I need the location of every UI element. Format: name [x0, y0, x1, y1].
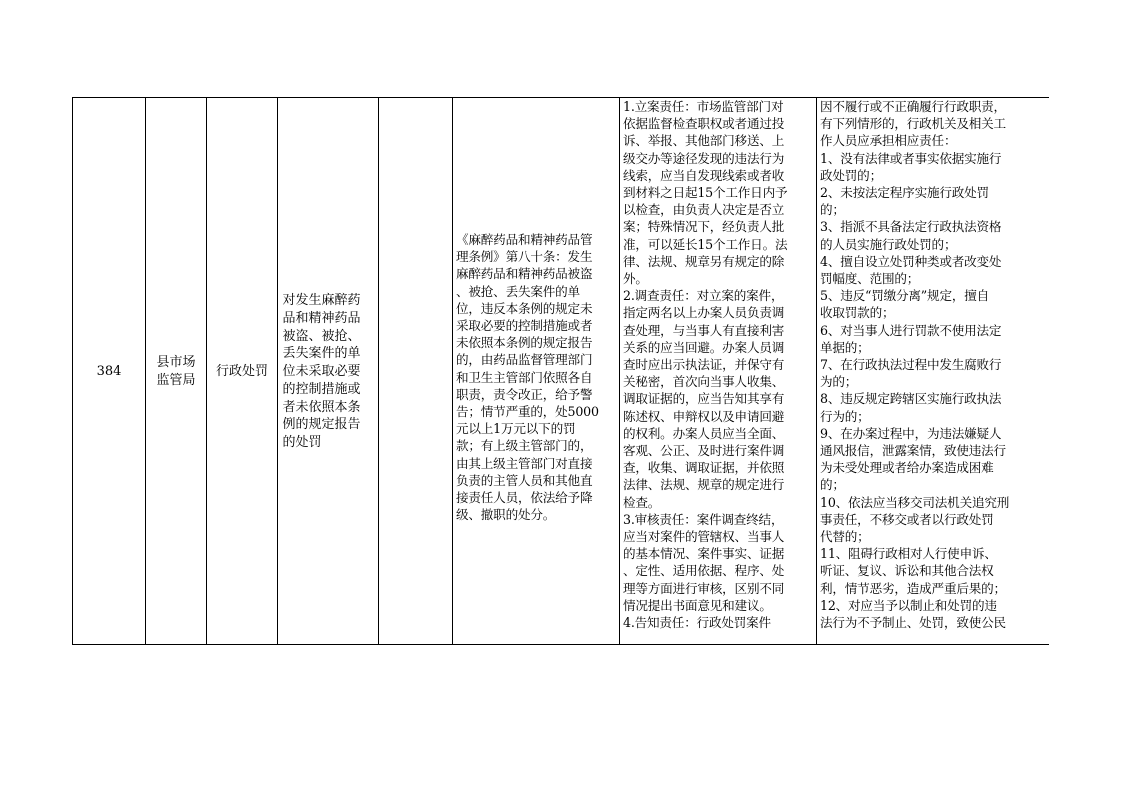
cell-row-number	[73, 98, 146, 645]
responsibility-line: 案；特殊情况下，经负责人批	[623, 219, 785, 235]
item-name-line: 被盗、被抢、	[282, 328, 361, 344]
accountability-line: 作人员应承担相应责任：	[820, 133, 957, 149]
legal-basis-text	[456, 231, 617, 523]
responsibility-line: 到材料之日起15个工作日内予	[623, 185, 788, 201]
item-name-line: 对发生麻醉药	[282, 292, 361, 308]
legal-basis-line: 未依照本条例的规定报告	[456, 335, 593, 351]
accountability-line: 听证、复议、诉讼和其他合法权	[820, 563, 994, 579]
responsibility-line: 情况提出书面意见和建议。	[623, 597, 772, 613]
legal-basis-line: 款；有上级主管部门的，	[456, 438, 593, 454]
accountability-line: 7、在行政执法过程中发生腐败行	[820, 357, 1002, 373]
accountability-line: 12、对应当予以制止和处罚的违	[820, 597, 997, 613]
responsibility-line: 诉、举报、其他部门移送、上	[623, 133, 785, 149]
accountability-line: 1、没有法律或者事实依据实施行	[820, 150, 1002, 166]
legal-basis-line: 职责，责令改正，给予警	[456, 386, 593, 402]
cell-category	[207, 98, 278, 645]
accountability-line: 为未受处理或者给办案造成困难	[820, 460, 994, 476]
legal-basis-line: 、被抢、丢失案件的单	[456, 283, 580, 299]
legal-basis-line: 的，由药品监督管理部门	[456, 352, 593, 368]
responsibility-line: 指定两名以上办案人员负责调	[623, 305, 785, 321]
accountability-line: 6、对当事人进行罚款不使用法定	[820, 322, 1002, 338]
responsibility-line: 关系的应当回避。办案人员调	[623, 339, 785, 355]
responsibility-line: 准，可以延长15个工作日。法	[623, 236, 788, 252]
responsibility-line: 检查。	[623, 494, 661, 510]
responsibility-line: 依据监督检查职权或者通过投	[623, 116, 785, 132]
responsibility-line: 线索，应当自发现线索或者收	[623, 167, 785, 183]
cell-legal-basis	[453, 98, 620, 645]
accountability-line: 行为的；	[820, 408, 870, 424]
responsibility-line: 理等方面进行审核，区别不同	[623, 580, 785, 596]
row-number-text: 384	[96, 364, 122, 380]
accountability-line: 利，情节恶劣，造成严重后果的；	[820, 580, 1006, 596]
responsibility-line: 应当对案件的管辖权、当事人	[623, 529, 785, 545]
legal-basis-line: 元以上1万元以下的罚	[456, 421, 576, 437]
legal-basis-line: 《麻醉药品和精神药品管	[456, 232, 593, 247]
accountability-line: 因不履行或不正确履行行政职责，	[820, 99, 1006, 114]
responsibility-line: 律、法规、规章另有规定的除	[623, 253, 785, 269]
accountability-line: 单据的；	[820, 339, 870, 355]
responsibility-line: 以检查，由负责人决定是否立	[623, 202, 785, 218]
accountability-line: 事责任，不移交或者以行政处罚	[820, 511, 994, 527]
accountability-line: 8、违反规定跨辖区实施行政执法	[820, 391, 1002, 407]
responsibility-line: 、定性、适用依据、程序、处	[623, 563, 785, 579]
accountability-line: 收取罚款的；	[820, 305, 895, 321]
cell-accountability	[817, 98, 1049, 645]
responsibility-line: 法律、法规、规章的规定进行	[623, 477, 785, 493]
accountability-line: 法行为不予制止、处罚，致使公民	[820, 615, 1006, 631]
accountability-line: 罚幅度、范围的；	[820, 271, 920, 287]
responsibility-line: 的基本情况、案件事实、证据	[623, 546, 785, 562]
cell-item-name	[278, 98, 379, 645]
responsibility-line: 外。	[623, 271, 648, 287]
responsibility-line: 4.告知责任：行政处罚案件	[623, 615, 771, 631]
category-text: 行政处罚	[215, 364, 268, 380]
accountability-line: 4、擅自设立处罚种类或者改变处	[820, 253, 1002, 269]
responsibility-line: 陈述权、申辩权以及申请回避	[623, 408, 785, 424]
accountability-line: 的；	[820, 477, 845, 493]
legal-basis-line: 和卫生主管部门依照各自	[456, 369, 593, 385]
legal-basis-line: 接责任人员，依法给予降	[456, 490, 593, 506]
legal-basis-line: 采取必要的控制措施或者	[456, 318, 593, 334]
accountability-line: 的；	[820, 202, 845, 218]
legal-basis-line: 理条例》第八十条：发生	[456, 249, 593, 265]
cell-department	[146, 98, 207, 645]
cell-sub-item	[379, 98, 453, 645]
accountability-text	[820, 98, 1047, 631]
accountability-line: 9、在办案过程中，为违法嫌疑人	[820, 425, 1002, 441]
responsibility-line: 查，收集、调取证据，并依照	[623, 460, 785, 476]
accountability-line: 为的；	[820, 374, 858, 390]
department-line: 监管局	[156, 373, 196, 388]
responsibility-line: 客观、公正、及时进行案件调	[623, 443, 785, 459]
accountability-line: 有下列情形的，行政机关及相关工	[820, 116, 1006, 132]
responsibility-line: 查处理，与当事人有直接利害	[623, 322, 785, 338]
item-name-line: 者未依照本条	[282, 399, 361, 415]
legal-basis-line: 告；情节严重的，处5000	[456, 404, 599, 420]
legal-basis-line: 位，违反本条例的规定未	[456, 300, 593, 316]
responsibility-line: 调取证据的，应当告知其享有	[623, 391, 785, 407]
accountability-line: 代替的；	[820, 529, 870, 545]
accountability-line: 2、未按法定程序实施行政处罚	[820, 185, 989, 201]
responsibility-line: 的权利。办案人员应当全面、	[623, 425, 785, 441]
legal-basis-line: 负责的主管人员和其他直	[456, 472, 593, 488]
accountability-line: 政处罚的；	[820, 167, 882, 183]
responsibility-line: 3.审核责任：案件调查终结，	[623, 511, 784, 527]
item-name-line: 丢失案件的单	[282, 346, 361, 362]
responsibility-line: 关秘密，首次向当事人收集、	[623, 374, 785, 390]
legal-basis-line: 麻醉药品和精神药品被盗	[456, 266, 593, 282]
responsibility-table	[72, 97, 1049, 645]
legal-basis-line: 级、撤职的处分。	[456, 507, 556, 523]
department-text	[150, 354, 202, 390]
responsibility-line: 1.立案责任：市场监管部门对	[623, 99, 784, 114]
item-name-line: 例的规定报告	[282, 417, 361, 433]
accountability-line: 通风报信，泄露案情，致使违法行	[820, 443, 1006, 459]
item-name-line: 品和精神药品	[282, 310, 361, 326]
department-line: 县市场	[156, 355, 196, 371]
cell-responsibility	[620, 98, 817, 645]
accountability-line: 11、阻碍行政相对人行使申诉、	[820, 546, 997, 562]
responsibility-line: 级交办等途径发现的违法行为	[623, 150, 785, 166]
item-name-line: 的处罚	[282, 435, 322, 451]
responsibility-text	[623, 98, 814, 631]
legal-basis-line: 由其上级主管部门对直接	[456, 455, 593, 471]
accountability-line: 10、依法应当移交司法机关追究刑	[820, 494, 1010, 510]
accountability-line: 5、违反“罚缴分离”规定，擅自	[820, 288, 990, 304]
item-name-text	[279, 292, 378, 452]
responsibility-line: 查时应出示执法证，并保守有	[623, 357, 785, 373]
responsibility-line: 2.调查责任：对立案的案件，	[623, 288, 784, 304]
accountability-line: 3、指派不具备法定行政执法资格	[820, 219, 1002, 235]
item-name-line: 位未采取必要	[282, 364, 361, 380]
item-name-line: 的控制措施或	[282, 381, 361, 397]
accountability-line: 的人员实施行政处罚的；	[820, 236, 957, 252]
